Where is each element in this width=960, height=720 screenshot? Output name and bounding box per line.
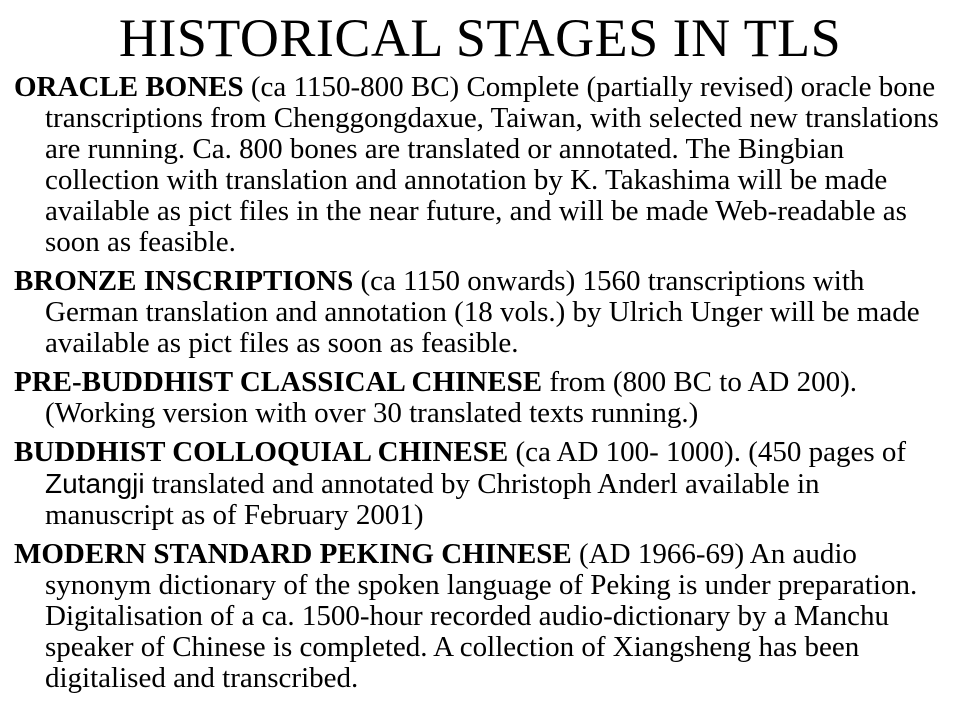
stage-buddhist-colloquial-chinese: [14, 437, 946, 531]
stage-bronze-inscriptions: [14, 266, 946, 359]
stage-modern-standard-peking-chinese: [14, 539, 946, 694]
stage-heading: PRE-BUDDHIST CLASSICAL CHINESE: [14, 366, 543, 398]
work-title: Zutangji: [45, 468, 145, 499]
stage-heading: ORACLE BONES: [14, 71, 244, 103]
stage-text: (ca 1150 onwards) 1560 transcriptions with German translation and annotation (18 vols.) by Ulrich Unger will be made available as pict files as soon as feasible.: [45, 265, 920, 359]
stage-heading: MODERN STANDARD PEKING CHINESE: [14, 538, 572, 570]
stage-text: from (800 BC to AD 200). (Working version with over 30 translated texts running.): [45, 366, 858, 429]
stage-text-continued: translated and annotated by Christoph Anderl available in manuscript as of February 2001): [45, 468, 820, 531]
slide-title: HISTORICAL STAGES IN TLS: [118, 8, 842, 68]
stage-oracle-bones: [14, 72, 946, 258]
stage-text: (ca AD 100- 1000). (450 pages of: [508, 436, 907, 468]
stage-pre-buddhist-classical-chinese: [14, 367, 946, 429]
stage-heading: BRONZE INSCRIPTIONS: [14, 265, 354, 297]
stage-text: (AD 1966-69) An audio synonym dictionary of the spoken language of Peking is under preparation. Digitalisation of a ca. 1500-hour recorded audio-dictionary by a Manchu speaker of Chinese is completed. A collection of Xiangsheng has been digitalised and transcribed.: [45, 538, 918, 694]
stage-heading: BUDDHIST COLLOQUIAL CHINESE: [14, 436, 509, 468]
stage-list: [14, 72, 946, 694]
stage-text: (ca 1150-800 BC) Complete (partially revised) oracle bone transcriptions from Chenggongdaxue, Taiwan, with selected new translations are running. Ca. 800 bones are translated or annotated. The Bingbian collection with translation and annotation by K. Takashima will be made available as pict files in the near future, and will be made Web-readable as soon as feasible.: [45, 71, 939, 258]
